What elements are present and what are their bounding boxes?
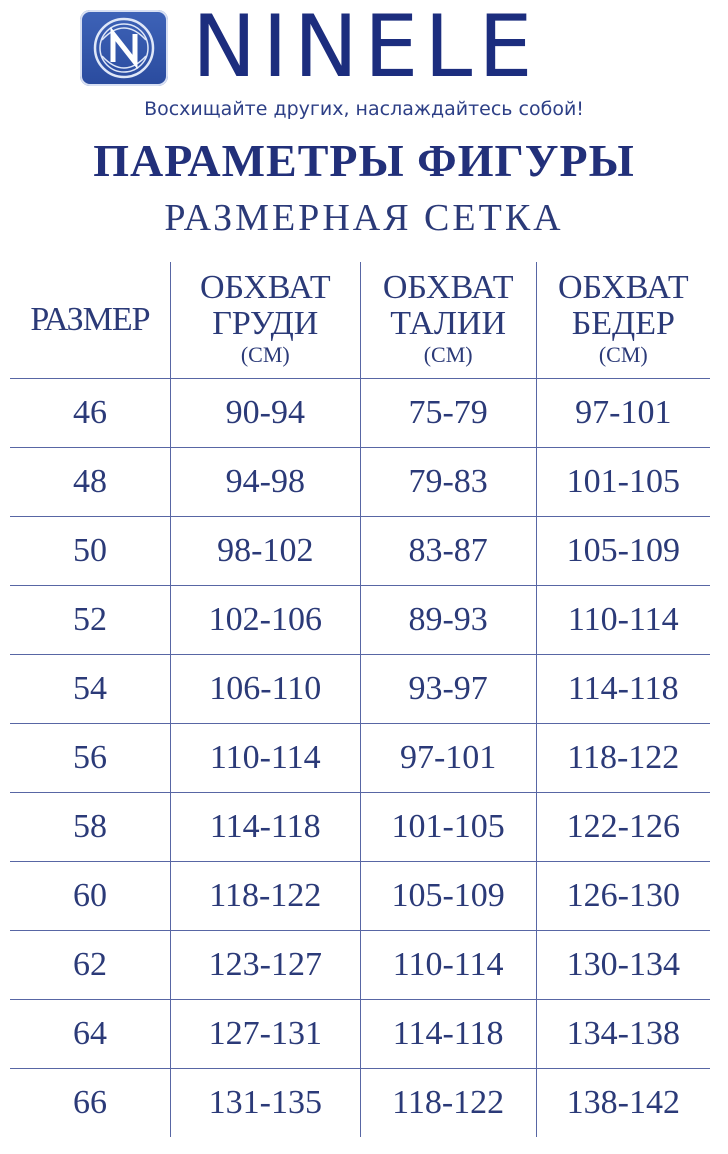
- chest-cell: 127-131: [170, 1000, 360, 1069]
- size-cell: 60: [10, 862, 170, 931]
- waist-cell: 101-105: [360, 793, 536, 862]
- chest-cell: 94-98: [170, 448, 360, 517]
- hips-cell: 130-134: [536, 931, 710, 1000]
- chest-cell: 123-127: [170, 931, 360, 1000]
- header-hips-line1: ОБХВАТ: [557, 269, 689, 306]
- size-cell: 50: [10, 517, 170, 586]
- header-waist-unit: (СМ): [423, 342, 473, 367]
- header-chest: [170, 262, 360, 379]
- chest-cell: 110-114: [170, 724, 360, 793]
- waist-cell: 97-101: [360, 724, 536, 793]
- header-waist-line1: ОБХВАТ: [382, 269, 514, 306]
- header-chest-line2: ГРУДИ: [212, 305, 319, 342]
- hips-cell: 105-109: [536, 517, 710, 586]
- header-waist: [360, 262, 536, 379]
- header-hips-unit: (СМ): [598, 342, 648, 367]
- hips-cell: 114-118: [536, 655, 710, 724]
- hips-cell: 118-122: [536, 724, 710, 793]
- hips-cell: 97-101: [536, 379, 710, 448]
- table-header-row: [10, 262, 710, 379]
- brand-tagline: Восхищайте других, наслаждайтесь собой!: [144, 98, 584, 120]
- hips-cell: 126-130: [536, 862, 710, 931]
- waist-cell: 110-114: [360, 931, 536, 1000]
- size-cell: 46: [10, 379, 170, 448]
- table-row: [10, 1069, 710, 1138]
- waist-cell: 105-109: [360, 862, 536, 931]
- brand-name: NINELE: [192, 0, 539, 97]
- table-row: [10, 517, 710, 586]
- chest-cell: 102-106: [170, 586, 360, 655]
- header-chest-line1: ОБХВАТ: [199, 269, 331, 306]
- table-row: [10, 862, 710, 931]
- hips-cell: 101-105: [536, 448, 710, 517]
- chest-cell: 114-118: [170, 793, 360, 862]
- header-hips-line2: БЕДЕР: [571, 305, 675, 342]
- table-row: [10, 586, 710, 655]
- size-cell: 48: [10, 448, 170, 517]
- size-cell: 56: [10, 724, 170, 793]
- table-row: [10, 448, 710, 517]
- chest-cell: 131-135: [170, 1069, 360, 1138]
- table-row: [10, 379, 710, 448]
- ninele-logo-icon: [80, 10, 168, 86]
- chest-cell: 90-94: [170, 379, 360, 448]
- header-waist-line2: ТАЛИИ: [390, 305, 507, 342]
- hips-cell: 110-114: [536, 586, 710, 655]
- table-row: [10, 655, 710, 724]
- hips-cell: 134-138: [536, 1000, 710, 1069]
- chest-cell: 118-122: [170, 862, 360, 931]
- hips-cell: 138-142: [536, 1069, 710, 1138]
- page-subtitle: РАЗМЕРНАЯ СЕТКА: [164, 197, 564, 239]
- page-title: ПАРАМЕТРЫ ФИГУРЫ: [93, 135, 635, 186]
- waist-cell: 79-83: [360, 448, 536, 517]
- header-size-label: РАЗМЕР: [30, 301, 150, 338]
- hips-cell: 122-126: [536, 793, 710, 862]
- chest-cell: 98-102: [170, 517, 360, 586]
- size-cell: 66: [72, 1084, 107, 1121]
- table-row: [10, 724, 710, 793]
- table-row: [10, 931, 710, 1000]
- table-row: [10, 1000, 710, 1069]
- chest-cell: 106-110: [170, 655, 360, 724]
- table-row: [10, 793, 710, 862]
- size-cell: 64: [10, 1000, 170, 1069]
- size-chart-table: [10, 262, 710, 1137]
- waist-cell: 89-93: [360, 586, 536, 655]
- size-cell: 62: [10, 931, 170, 1000]
- header: [0, 0, 728, 130]
- header-size: [10, 262, 170, 379]
- size-cell: 58: [10, 793, 170, 862]
- waist-cell: 114-118: [360, 1000, 536, 1069]
- header-chest-unit: (СМ): [240, 342, 290, 367]
- size-cell: 54: [10, 655, 170, 724]
- size-cell: 52: [10, 586, 170, 655]
- waist-cell: 93-97: [360, 655, 536, 724]
- waist-cell: 118-122: [360, 1069, 536, 1138]
- waist-cell: 83-87: [360, 517, 536, 586]
- header-hips: [536, 262, 710, 379]
- waist-cell: 75-79: [360, 379, 536, 448]
